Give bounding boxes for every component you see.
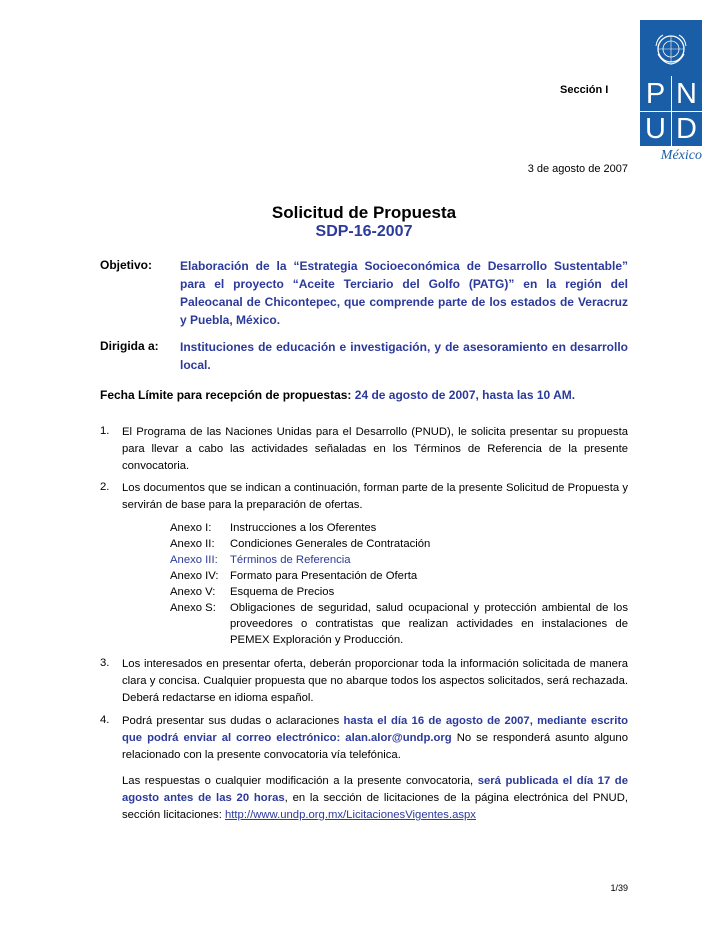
logo-letter-n: N [676,78,697,110]
addressed-label: Dirigida a: [100,339,159,353]
deadline-label: Fecha Límite para recepción de propuestas: [100,388,352,402]
section-label: Sección I [560,84,609,96]
item-number: 3. [100,657,110,669]
item-4-text-b: hasta el día 16 de agosto de 2007, mediante escrito que podrá enviar al correo electrónico: alan.alor@undp.org [122,715,628,744]
annex-label: Anexo S: [170,602,216,614]
addressed-text: Instituciones de educación e investigación, y de asesoramiento en desarrollo local. [180,340,628,372]
logo-letter-u: U [645,113,666,145]
logo-background [640,20,702,146]
responses-text-a: Las respuestas o cualquier modificación a la presente convocatoria, [122,775,478,787]
annex-text: Términos de Referencia [230,554,351,566]
licitaciones-link[interactable]: http://www.undp.org.mx/LicitacionesVigentes.aspx [224,809,476,821]
annex-label: Anexo I: [170,522,212,534]
item-1-text: El Programa de las Naciones Unidas para el Desarrollo (PNUD), le solicita presentar su propuesta para llevar a cabo las actividades señaladas en los Términos de Referencia de la presente convocatoria. [122,426,628,472]
item-number: 2. [100,481,110,493]
item-4-text-c: No se responderá asunto alguno relacionado con la presente convocatoria vía telefónica. [122,732,629,761]
document-code: SDP-16-2007 [315,223,413,240]
deadline-value: 24 de agosto de 2007, hasta las 10 AM. [354,388,576,402]
document-title: Solicitud de Propuesta [271,203,457,222]
responses-text-c: , en la sección de licitaciones de la página electrónica del PNUD, sección licitaciones: [122,792,628,821]
logo-divider [640,111,702,112]
item-4-text-a: Podrá presentar sus dudas o aclaraciones [122,715,344,727]
logo-letter-p: P [645,78,666,110]
responses-text-b: será publicada el día 17 de agosto antes de las 20 horas [122,775,628,804]
annex-text: Esquema de Precios [230,586,335,598]
item-number: 1. [100,425,110,437]
pnud-logo [640,20,702,170]
responses-text [122,773,628,824]
deadline-line [100,388,575,402]
objective-label: Objetivo: [100,258,153,272]
annex-label: Anexo IV: [170,570,219,582]
item-3-text: Los interesados en presentar oferta, deberán proporcionar toda la información solicitada de manera clara y concisa. Cualquier propuesta que no abarque todos los aspectos solicitados, será rechazada. Deberá redactarse en idioma español. [122,658,628,704]
annex-text: Obligaciones de seguridad, salud ocupacional y protección ambiental de los proveedores o contratistas que realizan actividades en instalaciones de PEMEX Exploración y Producción. [230,602,628,646]
annex-text: Formato para Presentación de Oferta [230,570,418,582]
logo-country: México [660,148,702,163]
page-number: 1/39 [610,883,628,893]
objective-text: Elaboración de la “Estrategia Socioeconómica de Desarrollo Sustentable” para el proyecto “Aceite Terciario del Golfo (PATG)” en la región del Paleocanal de Chicontepec, que comprende parte de los estados de Veracruz y Puebla, México. [180,259,628,327]
annex-text: Condiciones Generales de Contratación [230,538,431,550]
annex-text: Instrucciones a los Oferentes [230,522,377,534]
un-emblem-icon [654,32,688,66]
logo-letter-d: D [676,113,697,145]
annex-label: Anexo V: [170,586,216,598]
annex-label: Anexo III: [170,554,218,566]
annex-label: Anexo II: [170,538,215,550]
item-2-text: Los documentos que se indican a continuación, forman parte de la presente Solicitud de Propuesta y servirán de base para la preparación de ofertas. [122,482,628,511]
item-4-text [122,713,628,764]
item-number: 4. [100,714,110,726]
document-date: 3 de agosto de 2007 [527,163,628,175]
